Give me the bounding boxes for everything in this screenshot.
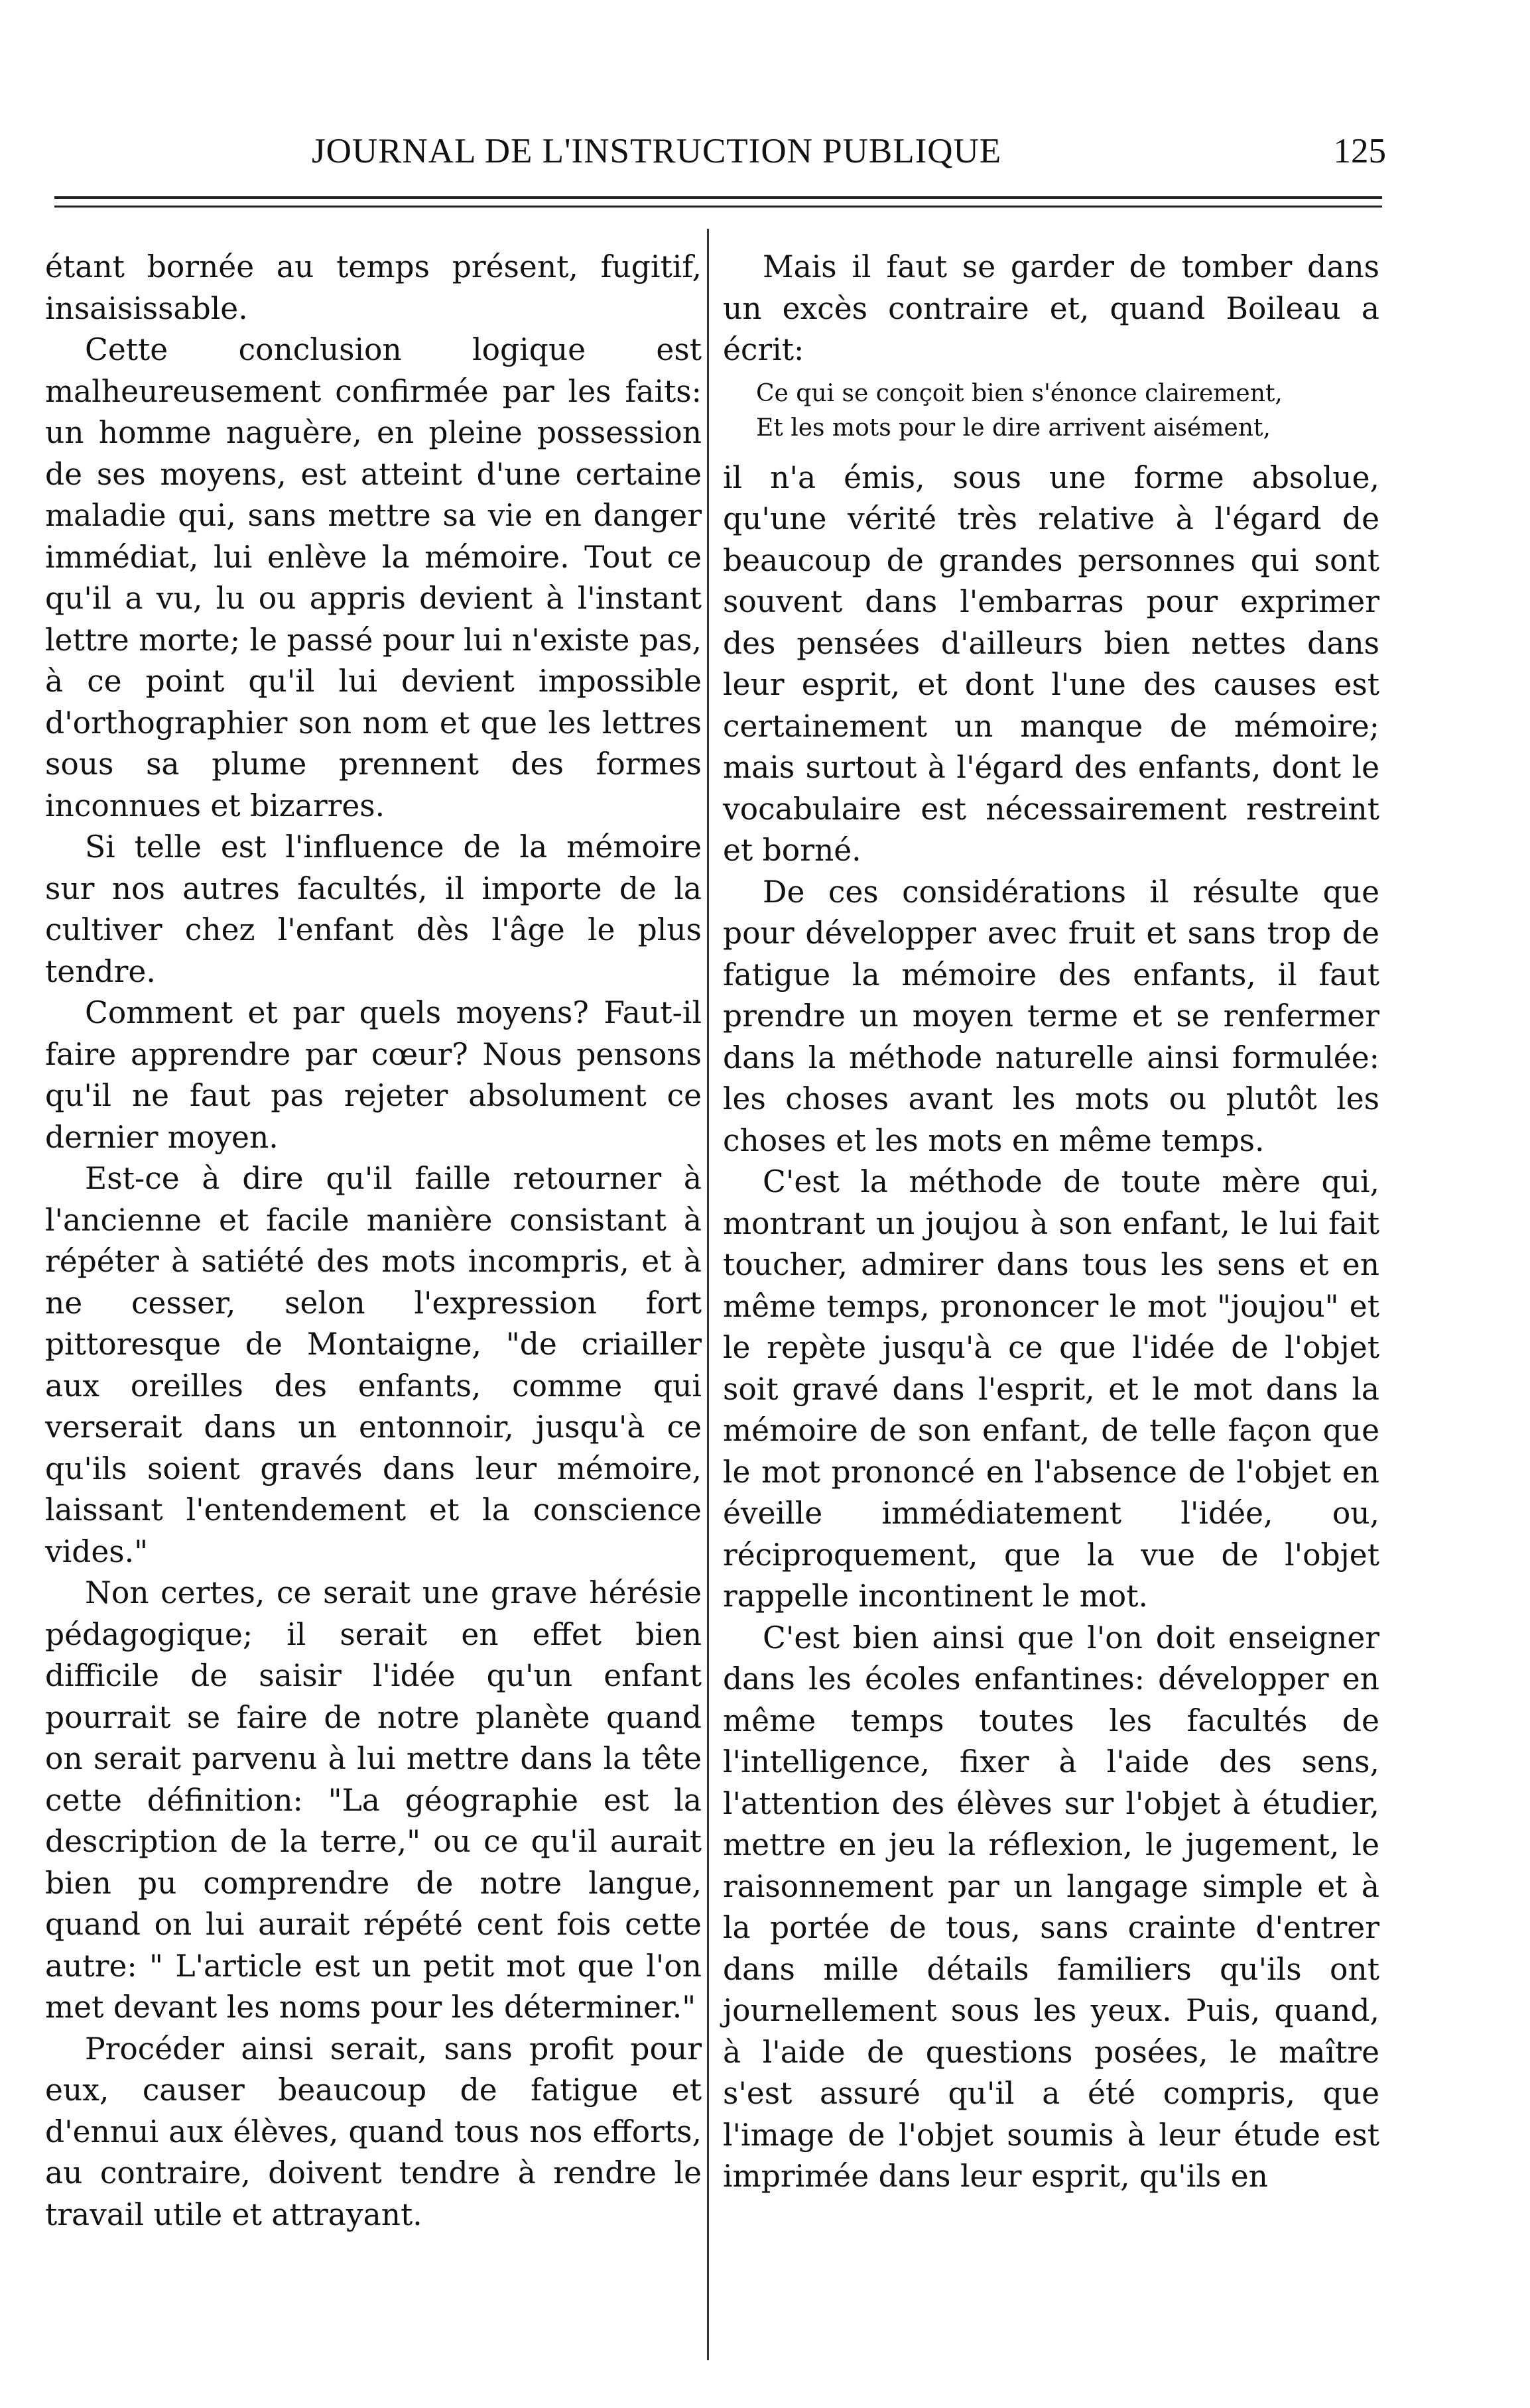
left-column	[45, 247, 702, 2236]
verse-quote	[723, 377, 1379, 446]
paragraph: Mais il faut se garder de tomber dans un excès contraire et, quand Boileau a écrit:	[723, 249, 1379, 367]
header-rule	[54, 196, 1382, 199]
page-header	[312, 131, 1386, 178]
paragraph: C'est bien ainsi que l'on doit enseigner dans les écoles enfantines: développer en même temps toutes les facultés de l'intelligence, fixer à l'aide des sens, l'attention des élèves sur l'objet à étudier, mettre en jeu la réflexion, le jugement, le raisonnement par un langage simple et à la portée de tous, sans crainte d'entrer dans mille détails familiers qu'ils ont journellement sous les yeux. Puis, quand, à l'aide de questions posées, le maître s'est assuré qu'il a été compris, que l'image de l'objet soumis à leur étude est imprimée dans leur esprit, qu'ils en	[723, 1620, 1379, 2194]
column-divider	[707, 229, 709, 2360]
paragraph: il n'a émis, sous une forme absolue, qu'une vérité très relative à l'égard de beaucoup de grandes personnes qui sont souvent dans l'embarras pour exprimer des pensées d'ailleurs bien nettes dans leur esprit, et dont l'une des causes est certainement un manque de mémoire; mais surtout à l'égard des enfants, dont le vocabulaire est nécessairement restreint et borné.	[723, 459, 1379, 868]
paragraph: Si telle est l'influence de la mémoire sur nos autres facultés, il importe de la cultiver chez l'enfant dès l'âge le plus tendre.	[45, 829, 702, 989]
paragraph: Comment et par quels moyens? Faut-il faire apprendre par cœur? Nous pensons qu'il ne faut pas rejeter absolument ce dernier moyen.	[45, 995, 702, 1155]
page-number: 125	[1333, 132, 1386, 170]
running-title: JOURNAL DE L'INSTRUCTION PUBLIQUE	[312, 132, 1002, 170]
header-rule-secondary	[54, 206, 1382, 208]
paragraph: étant bornée au temps présent, fugitif, insaisissable.	[45, 249, 702, 326]
paragraph: Est-ce à dire qu'il faille retourner à l'ancienne et facile manière consistant à répéter à satiété des mots incompris, et à ne cesser, selon l'expression fort pittoresque de Montaigne, "de criailler aux oreilles des enfants, comme qui verserait dans un entonnoir, jusqu'à ce qu'ils soient gravés dans leur mémoire, laissant l'entendement et la conscience vides."	[45, 1161, 702, 1569]
paragraph: Cette conclusion logique est malheureusement confirmée par les faits: un homme naguère, en pleine possession de ses moyens, est atteint d'une certaine maladie qui, sans mettre sa vie en danger immédiat, lui enlève la mémoire. Tout ce qu'il a vu, lu ou appris devient à l'instant lettre morte; le passé pour lui n'existe pas, à ce point qu'il lui devient impossible d'orthographier son nom et que les lettres sous sa plume prennent des formes inconnues et bizarres.	[45, 332, 702, 823]
paragraph: Procéder ainsi serait, sans profit pour eux, causer beaucoup de fatigue et d'ennui aux élèves, quand tous nos efforts, au contraire, doivent tendre à rendre le travail utile et attrayant.	[45, 2031, 702, 2232]
paragraph: De ces considérations il résulte que pour développer avec fruit et sans trop de fatigue la mémoire des enfants, il faut prendre un moyen terme et se renfermer dans la méthode naturelle ainsi formulée: les choses avant les mots ou plutôt les choses et les mots en même temps.	[723, 874, 1379, 1158]
paragraph: Non certes, ce serait une grave hérésie pédagogique; il serait en effet bien difficile de saisir l'idée qu'un enfant pourrait se faire de notre planète quand on serait parvenu à lui mettre dans la tête cette définition: "La géographie est la description de la terre," ou ce qu'il aurait bien pu comprendre de notre langue, quand on lui aurait répété cent fois cette autre: " L'article est un petit mot que l'on met devant les noms pour les déterminer."	[45, 1575, 702, 2025]
quote-line: Ce qui se conçoit bien s'énonce clairement,	[756, 379, 1283, 407]
quote-line: Et les mots pour le dire arrivent aisément,	[756, 414, 1271, 442]
paragraph: C'est la méthode de toute mère qui, montrant un joujou à son enfant, le lui fait toucher, admirer dans tous les sens et en même temps, prononcer le mot "joujou" et le repète jusqu'à ce que l'idée de l'objet soit gravé dans l'esprit, et le mot dans la mémoire de son enfant, de telle façon que le mot prononcé en l'absence de l'objet en éveille immédiatement l'idée, ou, réciproquement, que la vue de l'objet rappelle incontinent le mot.	[723, 1164, 1379, 1614]
right-column	[723, 247, 1379, 2198]
